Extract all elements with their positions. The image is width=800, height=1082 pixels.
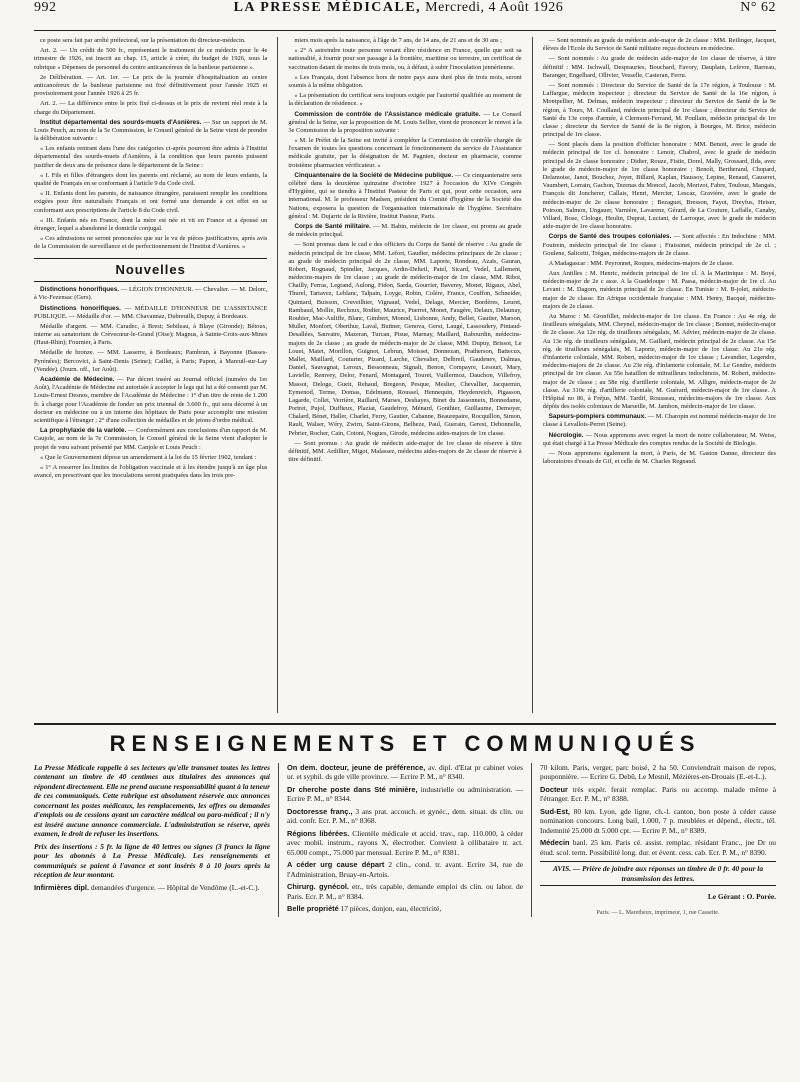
classified-ad: A céder urg cause départ 2 clin., cond. tr. avant. Ecrire 34, rue de l'Administration, Bruay-en-Artois. bbox=[287, 860, 523, 879]
classified-ad: Régions libérées. Clientèle médicale et accid. trav., rap. 110.000, à céder avec mobil. instrum., rayons X, électrother. Convient à célibataire tr. act. 65.000 compt., 75.000 par mensual. Ecrire P. M., n° 8381. bbox=[287, 828, 523, 857]
classified-ad: On dem. docteur, jeune de préférence, av. dipl. d'Etat pr cabinet voies ur. et syphil. ds gde ville province. — Ecrire P. M., n° 8340. bbox=[287, 763, 523, 782]
classified-ad: Dr cherche poste dans Sté minière, industrielle ou administration. — Ecrire P. M., n° 8344. bbox=[287, 784, 523, 804]
classified-ad: Doctoresse franç., 3 ans prat. accouch. et gynéc., dem. situat. ds clin. ou aid. confr. Ecr. P. M., n° 8368. bbox=[287, 806, 523, 826]
column-3: — Sont nommés au grade de médecin aide-major de 2e classe : MM. Reilinger, Jacquet, élèves de l'Ecole du Service de Santé militaire reçus docteurs en médecine. — Sont nommés : Au grade de médecin aide-major de 1re classe de réserve, à titre définitif : MM. Ischwall, Desprauries, Bouchard, Favory, Dauplain, Lefevre, Barreau, Baranger, Engelhard, Ollivier, Vesselle, Casteran, Ferru. — Sont nommés : Directeur du Service de Santé de la 17e région, à Toulouse : M. Laffargue, médecin inspecteur ; directeur du Service de Santé de la 16e région, à Montpellier, M. Delmas, médecin inspecteur ; directeur du Service de Santé de la 9e région, à Tours, M. Coulland, médecin principal de 1re classe ; directeur du Service de Santé du 13e corps d'armée, à Clermont-Ferrand, M. Poullain, médecin principal de 1re classe ; directeur du Service de Santé de la 8e région, à Bourges, M. Brice, médecin principal de 1re classe. — Sont placés dans la position d'officier honoraire : MM. Benoit, avec le grade de médecin principal de 1re cl. honoraire : Lenoir, Chabrol, avec le grade de médecin principal de 2e classe honoraire ; Didier, Rouze, Fistie, Dorel, Mally, Grossard, Ilda, avec le grade de médecin-major de 1re classe honoraire ; Benoît, Bertherand, Chopard, Delamoise, Janot, Bouchez, Joyer, Billard, Kaplan, Haussoy, Lepine, Renaud, Causeret, Vaumbert, Lorrain, Gachon, Tezenas du Moncel, Jacob, Morizot, Fabre, Touloue, Mangais, François dit Joncherer, Callais, Henri, Mercier, Lescaz, Gravière, avec le grade de médecin-major de 2e classe honoraire ; Bezaguet, Bresson, Fayot, Dreyfus, Heiser, Poirson, Salmon, Ungauer, Varnière, Lavarenz, Gérard, de La Couture, Laffalle, Canaby, Villard, Bose, Clologe, Heulin, Duprat, Luciani, de Larroque, avec le grade de médecin aide-major de 1re classe honoraire. Corps de Santé des troupes coloniales. — Sont affectés : En Indochine : MM. Foutrein, médecin principal de 1re classe ; Fraissinet, médecin principal de 2e cl. ; Goulene, Salicetti, Trégan, médecins-majors de 2e classe. A Madagascar : MM. Peyronnet, Roques, médecins-majors de 2e classe. Aux Antilles : M. Henric, médecin principal de 1re cl. A la Martinique : M. Boyé, médecin-major de 2e c asse. A la Guadeloupe : M. Passa, médecin-major de 1re cl. Au Levant : M. Dagorn, médecin principal de 2e classe. En Tunisie : M. B-jolet, médecin-major de 2e classe. En Afrique occidentale française : MM. Henry, Bacqué, médecins-majors de 2e classe. Au Maroc : M. Gronfillet, médecin-major de 1re classe. En France : Au 4e rég. de tirailleurs sénégalais, MM. Cheynel, médecin-major de 1re classe ; Bonnet, médecin-major de 2e classe. Au 12e rég. de tirailleurs sénégalais, M. Advier, médecin-major de 2e classe. Au 13e rég. de tirailleurs sénégalais, M. Gaillard, médecin principal de 2e classe. Au 15e rég. de tirailleurs sénégalais, M. Laporte, médecin-major de 1re classe. Au 21e rég. d'infanterie coloniale, MM. Robert, médecin-major de 1re classe ; Lavandier, Legendre, médecins-majors de 2e classe. Au 23e rég. d'infanterie coloniale, M. Le Gendre, médecin principal de 1re classe. Au 55e bataillon de mitrailleurs indochinois, M. Robert, médecin-major de 2e classe ; au 58e rég. d'artillerie coloniale, M. Alligre, médecin-major de 2e classe. Au 310e rég. d'artillerie coloniale, M. Guérard, médecin-major de 1re classe. A l'Hôpital no 86, à Fréjus, MM. Tardif, Rousseau, médecins-majors de 1re classe. Aux dépôts des isolés coloniaux de Marseille, M. Jambon, médecin-major de 1re classe. Sapeurs-pompiers communaux. — M. Charopin est nommé médecin-major de 1re classe à Levallois-Perret (Seine). Nécrologie. — Nous apprenons avec regret la mort de notre collaborateur, M. Weiss, qui était chargé à La Presse Médicale des comptes rendus de la Société de Biologie. — Nous apprenons également la mort, à Paris, de M. Gaston Danne, directeur des laboratoires d'essais de Gif, et celle de M. Charles Regnaud. bbox=[542, 37, 776, 466]
classifieds-column-2 bbox=[287, 763, 523, 917]
classified-ad: Chirurg. gynécol. etr., très capable, demande emploi ds clin. ou labor. de Paris. Ecr. P. M., n° 8384. bbox=[287, 882, 523, 901]
article-columns bbox=[34, 37, 776, 713]
classifieds-column-1: La Presse Médicale rappelle à ses lecteurs qu'elle transmet toutes les lettres contenant un timbre de 40 centimes aux titulaires des annonces qui répondent directement. Elle ne prend aucune responsabilité quant à la teneur de ces communiqués. Cette rubrique est absolument réservée aux annonces concernant les postes médicaux, les remplacements, les offres ou demandes d'emplois ou de cessions ayant un caractère médical ou para-médical ; il n'y est inséré aucune annonce commerciale. L'administration se réserve, après examen, le droit de refuser les insertions. Prix des insertions : 5 fr. la ligne de 40 lettres ou signes (3 francs la ligne pour les abonnés à La Presse Médicale). Les renseignements et communiqués se paient à l'avance et sont insérés 8 à 10 jours après la réception de leur montant. Infirmières dipl. demandées d'urgence. — Hôpital de Vendôme (L.-et-C.). bbox=[34, 763, 270, 892]
classifieds bbox=[34, 763, 776, 917]
classified-ad: Sud-Est, 80 km. Lyon, gde ligne, ch.-l. canton, bon poste à céder cause nomination concours. Long bail, 1.000, 7 p. meublées et dépend., électr., tél. Indemnité 25.000 dt 5.000 cpt. — Ecrire P. M., n° 8389. bbox=[540, 806, 776, 835]
column-divider bbox=[531, 763, 532, 917]
column-2: miers mois après la naissance, à l'âge de 7 ans, de 14 ans, de 21 ans et de 30 ans ; « 2° A astreindre toute personne venant élire résidence en France, quelle que soit sa nationalité, à fournir pour son passage à la frontière, maritime ou terrestre, un certificat de vaccination datant de moins de trois mois, ou, à défaut, à subir l'inoculation jennérienne. « Les Français, dont l'absence hors de notre pays aura duré plus de trois mois, seront soumis à la même obligation. « La présentation du certificat sera toujours exigée par l'autorité qualifiée au moment de la déclaration de résidence. » Commission de contrôle de l'Assistance médicale gratuite. — Le Conseil général de la Seine, sur la proposition de M. Louis Sellier, vient de prononcer le renvoi à la 3e Commission de la proposition suivante : « M. le Préfet de la Seine est invité à compléter la Commission de contrôle chargée de l'examen de toutes les questions concernant le fonctionnement du service de l'Assistance médicale gratuite, par la désignation de M. Pagnien, docteur en pharmacie, comme troisième pharmacien vérificateur. » Cinquantenaire de la Société de Médecine publique. — Ce cinquantenaire sera célébré dans la deuxième quinzaine d'octobre 1927 à l'occasion du XIVe Congrès d'Hygiène, qui se tiendra à l'Institut Pasteur de Paris et qui, pour cette occasion, sera international. M. le professeur Madsen, président du Comité d'hygiène de la Société des Nations, exposera la question de l'organisation internationale de l'hygiène. Secrétaire général : M. Dujarric de la Rivière, Institut Pasteur, Paris. Corps de Santé militaire. — M. Babin, médecin de 1re classe, est promu au grade de médecin principal. — Sont promus dans le cad e des officiers du Corps de Santé de réserve : Au grade de médecin principal de 1re classe, MM. Lefort, Gaudier, médecins principaux de 2e classe ; au grade de médecin principal de 2e classe, MM. Laporte, Rondeau, Azaïs, Gauran, Robert, Rognaud, Spindler, Jacques, Ardin-Delteil, Patel, Sicard, Vedel, Lallement, médecins-majors de 1re classe ; au grade de médecin-major de 1re classe, MM. Ribot, Chailly, Ferras, Legrand, Aulong, Fidon, Sarda, Gourrier, Baverey, Monet, Rigaux, Abel, Thurel, Tartavez, Leblanc, Talpain, Loyge, Robin, Colère, France, Couffon, Schneider, Quintard, Buisson, Cruveilhier, Vignaud, Vedel, Delage, Mercier, Bordères, Leuret, Rambaud, Mollie, Rechoux, Rodier, Maurice, Puerret, Monet, Faugère, Delaux, Delaunay, Roubier, Mac-Auliffe, Blanc, Gimbert, Monod, Lisbonne, Andy, Bellet, Gautier, Marson, Muller, Monfort, Oberthur, Laval, Buttner, Genova, Gerst, Laugé, Lassoudery, Pintaud-Desallées, Sauvaire, Mazeran, Turcan, Pisue, Marnay, Maillard, Rabourdin, médecins-majors de 2e classe ; au grade de médecin-major de 2e classe, MM. Dupuy, Brissot, Le Louet, Matet, Morillon, Guignot, Lebrun, Moisset, Donnezan, Pratherson, Battecux, Mallet, Maillard, Couturier, Pizard, Larche, Chevalier, Delbreil, Gaudenev, Dalmas, Daniel, Sauvagnat, Leroux, Bessonneau, Signalt, Benon, Compayre, Lesourt, Mary, Lavielle, Remvey, Delor, Fenard, Montagard, Touret, Vuillermoz, Dauchon, Villefroy, Massot, Deloge, Gueit, Rehaud, Bregeon, Pesque, Meslier, Chevallier, Jacquemin, Eymenod, Terme, Domas, Edelmann, Roussel, Hennequin, Heydenreich, Pigasson, Lagarde, Collet, Verrière, Raillard, Marses, Deshayes, Binet du Jassonneix, Bonnedame, Portret, Pujol, Duffieux, Plaziat, Gaudefroy, Ménard, Gonthier, Guillaume, Demoyer, Chalard, Bénet, Haller, Charlet, Ferry, Gautier, Cabanne, Beaurepaire, Rocquillon, Simon, Rault, Walser, Wéry, Zwirn, Saint-Girons, Belheze, Paul, Guerain, Gerest, Debonnelle, Pebrier, Rocher, Cain, Cotoni, Nogues, Girode, médecins aides-majors de 1re classe. — Sont promus : Au grade de médecin aide-major de 1re classe de réserve à titre définitif, MM. Ardillier, Migot, Malassez, médecins aides-majors de 2e classe de réserve à titre définitif. bbox=[288, 37, 522, 464]
column-divider bbox=[277, 37, 278, 713]
notice-box: AVIS. — Prière de joindre aux réponses un timbre de 0 fr. 40 pour la transmission des lettres. bbox=[540, 861, 776, 886]
classified-ad: Belle propriété 17 pièces, donjon, eau, électricité, bbox=[287, 904, 442, 914]
page-number: 992 bbox=[34, 0, 57, 15]
issue-number: N° 62 bbox=[740, 0, 776, 15]
classified-ad: Docteur très expér. ferait remplac. Paris ou accomp. malade même à l'étranger. Ecr. P. M., n° 8388. bbox=[540, 784, 776, 804]
running-header bbox=[34, 0, 776, 31]
manager-signature: Le Gérant : O. Porée. bbox=[707, 892, 776, 902]
section-heading: Institut départemental des sourds-muets d'Asnières. bbox=[40, 118, 202, 126]
journal-title: LA PRESSE MÉDICALE, Mercredi, 4 Août 1926 bbox=[233, 0, 564, 15]
classifieds-heading: RENSEIGNEMENTS ET COMMUNIQUÉS bbox=[34, 723, 776, 757]
printer-line: Paris. — L. Maretheux, imprimeur, 1, rue Cassette. bbox=[596, 909, 720, 916]
column-divider bbox=[278, 763, 279, 917]
nouvelles-heading: Nouvelles bbox=[34, 258, 267, 283]
column-divider bbox=[532, 37, 533, 713]
classified-ad: Infirmières dipl. demandées d'urgence. — Hôpital de Vendôme (L.-et-C.). bbox=[34, 882, 260, 892]
classifieds-column-3: 70 kilom. Paris, verger, parc boisé, 2 ha 50. Conviendrait maison de repos, pouponnière. — Ecrire G. Debû, Le Mesnil, Mézières-en-Drouais (E.-et-L.). Docteur très expér. ferait remplac. Paris ou accomp. malade même à l'étranger. Ecr. P. M., n° 8388. Sud-Est, 80 km. Lyon, gde ligne, ch.-l. canton, bon poste à céder cause nomination concours. Long bail, 1.000, 7 p. meublées et dépend., électr., tél. Indemnité 25.000 dt 5.000 cpt. — Ecrire P. M., n° 8389. Médecin banl. 25 km. Paris cé. assist. remplac. résidant Franc., jne Dr ou étud. scol. term. Possibilité long. dur. et évent. cess. cab. Ecr. P. M., n° 8390. AVIS. — Prière de joindre aux réponses un timbre de 0 fr. 40 pour la transmission des lettres. Le Gérant : O. Porée. Paris. — L. Maretheux, imprimeur, 1, rue Cassette. bbox=[540, 763, 776, 916]
classified-ad: Médecin banl. 25 km. Paris cé. assist. remplac. résidant Franc., jne Dr ou étud. scol. term. Possibilité long. dur. et évent. cess. cab. Ecr. P. M., n° 8390. bbox=[540, 838, 776, 857]
column-1: ce poste sera fait par arrêté préfectoral, sur la présentation du directeur-médecin. Art. 2. — Un crédit de 500 fr., représentant le traitement de ce médecin pour le 4e trimestre de 1926, est inscrit au chap. 15, article à créer, du budget de 1926, sous la rubrique « Dépenses de personnel du centre anticancéreux de la banlieue parisienne ». 2e Délibération. — Art. 1er. — Le prix de la journée d'hospitalisation au centre anticancéreux de la banlieue parisienne est fixé définitivement pour l'année 1925 et provisoirement pour l'année 1926 à 25 fr. Art. 2. — La différence entre le prix fixé ci-dessus et le prix de revient réel reste à la charge du Département. Institut départemental des sourds-muets d'Asnières. — Sur un rapport de M. Louis Peuch, au nom de la 5e Commission, le Conseil général de la Seine vient de prendre la délibération suivante : « Les enfants rentrant dans l'une des catégories ci-après pourront être admis à l'Institut départemental des sourds-muets d'Asnières, à la condition que leurs parents puissent justifier de deux ans de présence dans le département de la Seine : « I. Fils et filles d'étrangers dont les parents ont réclamé, au nom de leurs enfants, la qualité de Français en se conformant à l'article 9 du Code civil. « II. Enfants dont les parents, de naissance étrangère, paraissent remplir les conditions exigées pour être naturalisés Français et ont formé une demande à cet effet en se conformant aux prescriptions de l'article 8 du Code civil. « III. Enfants nés en France, dont la mère est née et vit en France et a épousé un étranger, lequel a abandonné le domicile conjugal. « Ces admissions ne seront prononcées que sur le vu de pièces justificatives, après avis de la Commission de surveillance et de perfectionnement de l'Institut d'Asnières. » Nouvelles Distinctions honorifiques. — LÉGION D'HONNEUR. — Chevalier. — M. Delorc, à Vic-Fezensac (Gers). Distinctions honorifiques. — MÉDAILLE D'HONNEUR DE L'ASSISTANCE PUBLIQUE. — Médaille d'or. — MM. Chavannaz, Dubreuilh, Dupuy, à Bordeaux. Médaille d'argent. — MM. Caradec, à Brest; Sebileau, à Blaye (Gironde); Bétoux, interne au sanatorium de Crèvecœur-le-Grand (Oise); Magnus, à Sainte-Croix-aux-Mines (Haut-Rhin); Fournier, à Paris. Médaille de bronze. — MM. Lasserre, à Bordeaux; Pambrun, à Bayonne (Basses-Pyrénées); Bercovici, à Saint-Denis (Seine); Caillet, à Paris; Papon, à Mareuil-sur-Lay (Vendée). (Journ. off., 1er Août). Académie de Médecine. — Par décret inséré au Journal officiel (numéro du 1er Août), l'Académie de Médecine est autorisée à accepter le legs qui lui a été consenti par M. Louis-Ernest Desnos, membre de l'Académie de Médecine : 1° d'un titre de rente de 1.200 fr. à charge pour l'Académie de fonder un prix triennal de 3.600 fr., qui sera décerné à un docteur en médecine ou à un interne des hôpitaux de Paris pour accomplir une mission scientifique à l'étranger ; 2° d'une collection de médailles et de jetons d'ordre médical. La prophylaxie de la variole. — Conformément aux conclusions d'un rapport de M. Caujole, au nom de la 7e Commission, le Conseil général de la Seine vient d'adopter le projet de vœu suivant présenté par MM. Canjole et Louis Peuch : « Que le Gouvernement dépose un amendement à la loi du 15 février 1902, tendant : « 1° A resserrer les limites de l'obligation vaccinale et à les étendre jusqu'à un âge plus avancé, en prescrivant que les inoculations seront pratiquées dans les trois pre- bbox=[34, 37, 268, 480]
